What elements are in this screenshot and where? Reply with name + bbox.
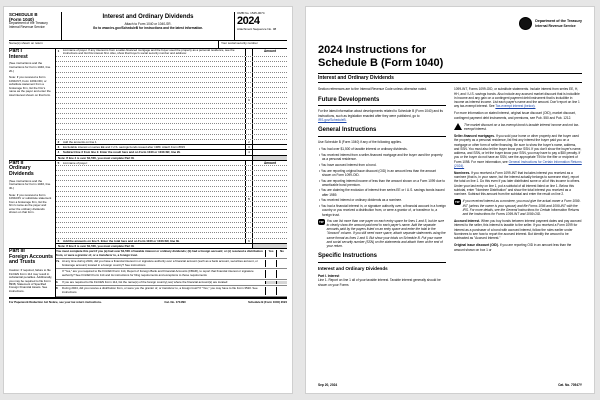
list-item: • You received interest from a seller-financed mortgage and the buyer used the property as a personal residence. [319, 152, 443, 162]
part-3-caution: Caution: If required, failure to file FinCEN Form 114 may result in substantial penalties. Additionally, you may be required to file Form 8938, Statement of Specified Foreign Financial Assets. See instructions. [9, 268, 53, 293]
specific-instructions-heading: Specific Instructions [318, 253, 446, 263]
schedule-b-link[interactable]: IRS.gov/ScheduleB. [318, 117, 347, 122]
list-item: • You are reporting interest income of less than the amount shown on a Form 1099 due to amortizable bond premium. [319, 178, 446, 187]
no-checkbox[interactable] [276, 270, 287, 277]
question-7b[interactable]: b If you are required to file FinCEN Form 114, list the name(s) of the foreign country(-ies) where the financial account(s) are located: [56, 280, 287, 287]
amount-header: Amount [252, 49, 287, 56]
tax-year: 2024 [237, 15, 260, 28]
no-checkbox[interactable] [276, 260, 287, 267]
line-5-label: List name of payer: [63, 160, 88, 165]
yes-checkbox[interactable] [265, 287, 276, 294]
page-subtitle: Interest and Ordinary Dividends [318, 73, 582, 83]
line-6-label: Add the amounts on line 5. Enter the total here and on Form 1040 or 1040-SR, line 3b [63, 238, 180, 243]
column-2: 1099-INT, Forms 1099-OID, or substitute statements. Include interest from series EE, H, HH, and I U.S. savings bonds. Also include any accrued market discount that is includible in income and any gain on a contingent payment debt instrument that is includible in income as interest income. List each payer's name and the amount. Don't report on line 1 any tax-exempt interest. See Tax-exempt interest (below). For more information on stated interest, original issue discount (OID), market discount, contingent payment debt instruments, and premiums, see Pub. 550 and Pub. 1212. The market discount on a tax-exempt bond is taxable interest income and not tax-exempt interest. Seller-financed mortgages. If you sold your home or other property and the buyer used the property as a personal residence, list first any interest the buyer paid you on a mortgage or other form of seller financing. Be sure to show the buyer's name, address, and SSN. You must also let the buyer know your SSN. If you don't show the buyer's name, address, and SSN, or let the buyer know your SSN, you may have to pay a $50 penalty. If you or the buyer do not have an SSN, see the appropriate TIN for the filer or recipient of Form 1098. For more information, see General Instructions for Certain Information Returns (2024). Nominees. If you received a Form 1099-INT that includes interest you received as a nominee (that is, in your name, but the interest actually belongs to someone else), report the total on line 1. Do this even if you later distributed some or all of this income to others. Under your last entry on line 1, put a subtotal of all interest listed on line 1. Below this subtotal, enter "Nominee Distribution" and show the total interest you received as a nominee. Subtract this amount from the subtotal and enter the result on line 2. TIP If you received interest as a nominee, you must give the actual owner a Form 1099-INT (unless the owner is your spouse) and file Forms 1096 and 1099-INT with the IRS. For more details, see the General Instructions for Certain Information Returns and the Instructions for Forms 1099-INT and 1099-OID. Accrued interest. When you buy bonds between interest payment dates and pay accrued interest to the seller, this interest is taxable to the seller. If you received a Form 1099 for interest as a purchaser of a bond with accrued interest, follow the rules earlier under Nominees to see how to report the accrued interest. But identify the amount to be subtracted as "Accrued Interest." Original issue discount (OID). If you are reporting OID in an amount less than the amount shown on box 1 or [454, 87, 582, 252]
part-1-side-text: (See instructions and the Instructions for Form 1040, line 2b.) [9, 61, 51, 73]
line-3-label: Excludable interest on series EE and I U.S. savings bonds issued after 1989. Attach Form 8815 [63, 145, 185, 150]
yes-header: Yes [265, 250, 276, 257]
line-2-label: Add the amounts on line 1 [63, 139, 97, 144]
part-1-note: Note: If you received a Form 1099-INT, Form 1099-OID, or substitute statement from a brokerage firm, list the firm's name as the payer and enter the total interest shown on that form. [9, 75, 51, 97]
general-instructions-heading: General Instructions [318, 127, 446, 137]
part-2-side-text: (See instructions and the Instructions for Form 1040, line 3b.) [9, 178, 51, 191]
section-references: Section references are to the Internal Revenue Code unless otherwise noted. [318, 87, 427, 92]
part-3-label: Part III [9, 247, 25, 254]
list-item: • You received interest or ordinary dividends as a nominee. [319, 198, 402, 203]
interest-dividends-subheading: Interest and Ordinary Dividends [318, 266, 388, 272]
line-6-note: Note: If line 6 is over $1,500, you must complete Part III. [58, 243, 135, 248]
attach-line: Attach to Form 1040 or 1040-SR. [124, 22, 172, 26]
attachment-seq: Attachment Sequence No. 08 [237, 27, 277, 32]
tip-icon: TIP [319, 219, 324, 224]
part-1-heading: Part I. Interest [318, 274, 340, 279]
list-item: • You are claiming the exclusion of interest from series EE or I U.S. savings bonds issued after 1989. [319, 188, 445, 197]
part-1-label: Part I [9, 48, 22, 54]
form-footer [9, 298, 287, 304]
footer-cat: Cat. No. 70547Y [558, 383, 582, 387]
schedule-b-page [3, 6, 293, 394]
caution-icon [454, 123, 462, 130]
question-7a-fbar: If "Yes," are you required to file FinCEN Form 114, Report of Foreign Bank and Financial Accounts (FBAR), to report that financial interest or signature authority? See FinCEN Form 114 and its instructions for filing requirements and exceptions to those requirements [56, 269, 287, 279]
treasury-seal-icon [519, 17, 532, 30]
general-instructions-link[interactable]: General Instructions for Certain Information Returns (2024). [454, 159, 582, 168]
form-name: SCHEDULE B [9, 12, 38, 17]
no-checkbox[interactable] [276, 287, 287, 294]
page-title: 2024 Instructions for Schedule B (Form 1040) [318, 44, 444, 69]
part-2-title: Ordinary Dividends [9, 165, 34, 178]
yes-checkbox[interactable] [265, 270, 276, 277]
form-header [9, 12, 287, 41]
tip-box: TIP You can list more than one payer on each entry space for lines 1 and 5, but be sure to clearly show the amount paid next to each payer's name. Add the separate amounts paid by the payers listed on an entry space and enter the total in the "Amount" column. If you still need more space, attach separate statements using the same format as lines 1 and 5. But show your totals on Schedule B. Put your name and social security number (SSN) on the statements and attach them at the end of your return. [319, 218, 446, 249]
omb-number: OMB No. 1545-0074 [237, 11, 265, 15]
entry-row[interactable]: 1 [56, 98, 287, 103]
form-title: Interest and Ordinary Dividends [102, 14, 194, 20]
line-4[interactable]: 4 Subtract line 3 from line 2. Enter the result here and on Form 1040 or 1040-SR, line 2b 4 [56, 150, 287, 155]
part-2-label: Part II [9, 159, 24, 166]
form-number: (Form 1040) [9, 17, 34, 23]
list-item: • You are reporting original issue discount (OID) in an amount less than the amount shown on Form 1099-OID. [319, 168, 437, 177]
line-2[interactable]: 2 Add the amounts on line 1 2 [56, 140, 287, 145]
line-4-note: Note: If line 4 is over $1,500, you must complete Part III. [58, 155, 135, 160]
question-8: 8 During 2024, did you receive a distribution from, or were you the grantor of, or transferor to, a foreign trust? If "Yes," you may have to file Form 3520. See instructions [56, 286, 287, 296]
service: Internal Revenue Service [9, 24, 45, 29]
yes-checkbox[interactable] [265, 260, 276, 267]
list-item: • You had over $1,500 of taxable interest or ordinary dividends. [319, 147, 408, 152]
ssn-field[interactable]: Your social security number [221, 41, 258, 45]
irs-logo [318, 17, 582, 30]
cat-number: Cat. No. 17146N [164, 299, 186, 304]
part-2-dividends: Part II Ordinary Dividends (See instructions and the Instructions for Form 1040, line 3b.) Note: If you received a Form 1099-DIV or substitute statement from a brokerage firm, list the firm's name as the payer and enter the ordinary dividends shown on that form. 5 List name of payer: Amount 5 6 Add the amounts on line 5. Enter the total here and on Form 1040 or 1040-SR, line 3b 6 Note: If line 6 is over $1,500, you must complete Part III. [9, 161, 287, 249]
tax-exempt-link[interactable]: Tax-exempt interest (below). [495, 104, 536, 109]
part-2-note: Note: If you received a Form 1099-DIV or substitute statement from a brokerage firm, list the firm's name as the payer and enter the ordinary dividends shown on that form. [9, 192, 52, 215]
line-4-label: Subtract line 3 from line 2. Enter the result here and on Form 1040 or 1040-SR, line 2b [63, 150, 181, 155]
question-7a: 7a At any time during 2024, did you have a financial interest in or signature authority over a financial account (such as a bank account, securities account, or brokerage account) located in a foreign country? See instructions [56, 259, 287, 269]
instructions-page [305, 6, 595, 394]
part-1-title: Interest [9, 53, 28, 60]
criteria-list [318, 147, 446, 217]
list-item: • You had a financial interest in, or signature authority over, a financial account in a foreign country or you received a distribution from, or were a grantor of, or transferor to, a foreign trust. [319, 204, 446, 217]
footer-date: Sep 20, 2024 [318, 383, 338, 387]
line-3[interactable]: 3 Excludable interest on series EE and I U.S. savings bonds issued after 1989. Attach Form 8815 3 [56, 145, 287, 150]
amount-header-2: Amount [252, 161, 287, 165]
tip-box: TIP If you received interest as a nominee, you must give the actual owner a Form 1099-INT (unless the owner is your spouse) and file Forms 1096 and 1099-INT with the IRS. For more details, see the General Instructions for Certain Information Returns and the Instructions for Forms 1099-INT and 1099-OID. [455, 199, 581, 216]
agency-subname: Internal Revenue Service [535, 23, 576, 28]
column-1: Section references are to the Internal Revenue Code unless otherwise noted. Future Developments For the latest information about developments related to Schedule B (Form 1040) and its instructions, such as legislation enacted after they were published, go to IRS.gov/ScheduleB. General Instructions Use Schedule B (Form 1040) if any of the following applies. • You had over $1,500 of taxable interest or ordinary dividends. • You received interest from a seller-financed mortgage and the buyer used the property as a personal residence. • You have accrued interest from a bond. • You are reporting original issue discount (OID) in an amount less than the amount shown on Form 1099-OID. • You are reporting interest income of less than the amount shown on a Form 1099 due to amortizable bond premium. • You are claiming the exclusion of interest from series EE or I U.S. savings bonds issued after 1989. • You received interest or ordinary dividends as a nominee. • You had a financial interest in, or signature authority over, a financial account in a foreign country or you received a distribution from, or were a grantor of, or transferor to, a foreign trust. TIP You can list more than one payer on each entry space for lines 1 and 5, but be sure to clearly show the amount paid next to each payer's name. Add the separate amounts paid by the payers listed on an entry space and enter the total in the "Amount" column. If you still need more space, attach separate statements using the same format as lines 1 and 5. But show your totals on Schedule B. Put your name and social security number (SSN) on the statements and attach them at the end of your return. Specific Instructions Interest and Ordinary Dividends Part I. Interest Line 1. Report on line 1 all of your taxable interest. Taxable interest generally should be shown on your Forms [318, 87, 446, 287]
part-1-interest: Part I Interest (See instructions and the Instructions for Form 1040, line 2b.) Note: If you received a Form 1099-INT, Form 1099-OID, or substitute statement from a brokerage firm, list the firm's name as the payer and enter the total interest shown on that form. 1 List name of payer. If any interest is from a seller-financed mortgage and the buyer used the property as a personal residence, see the instructions and list this interest first. Also, show that buyer's social security number and address: Amount 1 2 Add the amounts on line 1 2 3 Excludable interest on series EE and I U.S. savings bonds issued after 1989. Attach Form 8815 3 4 Subtract line 3 from line 2. Enter the result here and on Form 1040 or 1040-SR, line 2b 4 Note: If line 4 is over $1,500, you must complete Part III. [9, 49, 287, 161]
line-5-entries [56, 166, 287, 239]
part-3-foreign [9, 249, 287, 298]
page-footer [318, 383, 582, 387]
entry-row[interactable]: 5 [56, 197, 287, 202]
line-6[interactable]: 6 Add the amounts on line 5. Enter the total here and on Form 1040 or 1040-SR, line 3b 6 [56, 239, 287, 244]
form-footer-id: Schedule B (Form 1040) 2024 [248, 299, 287, 304]
department: Department of the Treasury [9, 21, 48, 26]
paperwork-notice: For Paperwork Reduction Act Notice, see your tax return instructions. [9, 299, 102, 304]
part-3-title: Foreign Accounts and Trusts [9, 253, 53, 266]
future-developments-heading: Future Developments [318, 97, 446, 107]
tip-icon: TIP [455, 200, 460, 205]
line-1-text: Line 1. Report on line 1 all of your taxable interest. Taxable interest generally should be shown on your Forms [318, 278, 441, 287]
line-1-label: List name of payer. If any interest is from a seller-financed mortgage and the buyer used the property as a personal residence, see the instructions and list this interest first. Also, show that buyer's social security number and address: [63, 49, 235, 56]
part-3-intro: You must complete this part if you (a) had over $1,500 of taxable interest or ordinary dividends; (b) had a foreign account; or (c) received a distribution from, or were a grantor of, or a transferor to, a foreign trust. [56, 248, 263, 257]
line-1-entries [56, 57, 287, 140]
caution-box: The market discount on a tax-exempt bond is taxable interest income and not tax-exempt interest. [454, 123, 582, 131]
agency-name: Department of the Treasury [535, 19, 582, 24]
list-item: • You have accrued interest from a bond. [319, 162, 377, 167]
goto-line: Go to www.irs.gov/ScheduleB for instructions and the latest information. [92, 26, 204, 30]
no-header: No [276, 250, 287, 257]
name-field[interactable]: Name(s) shown on return [9, 41, 219, 48]
